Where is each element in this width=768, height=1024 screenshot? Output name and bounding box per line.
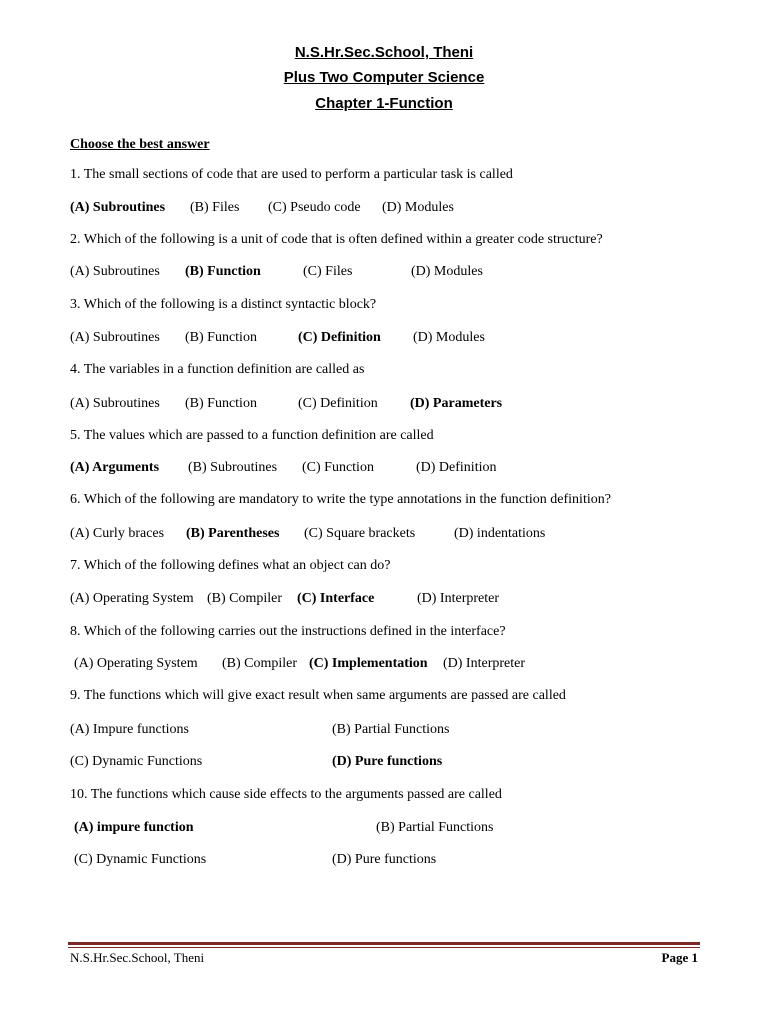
option-d: (D) Pure functions (332, 754, 443, 769)
option-b: (B) Subroutines (188, 460, 278, 475)
option-b: (B) Partial Functions (376, 820, 494, 835)
option-d: (D) Definition (416, 460, 497, 475)
question-2: 2. Which of the following is a unit of code that is often defined within a greater code structure? (70, 232, 603, 247)
question-5: 5. The values which are passed to a function definition are called (70, 428, 434, 443)
question-10: 10. The functions which cause side effects to the arguments passed are called (70, 787, 502, 802)
question-9: 9. The functions which will give exact result when same arguments are passed are called (70, 688, 566, 703)
option-b: (B) Partial Functions (332, 722, 450, 737)
option-c: (C) Dynamic Functions (74, 852, 207, 867)
footer-divider-thin (68, 947, 700, 948)
option-a: (A) Operating System (74, 656, 198, 671)
option-c: (C) Implementation (309, 656, 428, 671)
option-c: (C) Files (303, 264, 353, 279)
course-title: Plus Two Computer Science (283, 69, 485, 86)
option-a: (A) impure function (74, 820, 194, 835)
option-b: (B) Compiler (207, 591, 283, 606)
question-8: 8. Which of the following carries out the instructions defined in the interface? (70, 624, 506, 639)
option-d: (D) Modules (413, 330, 485, 345)
option-c: (C) Square brackets (304, 526, 416, 541)
section-heading: Choose the best answer (70, 137, 210, 152)
question-1: 1. The small sections of code that are used to perform a particular task is called (70, 167, 513, 182)
option-d: (D) Modules (411, 264, 483, 279)
question-4: 4. The variables in a function definition are called as (70, 362, 365, 377)
option-c: (C) Pseudo code (268, 200, 361, 215)
option-d: (D) indentations (454, 526, 546, 541)
option-a: (A) Subroutines (70, 330, 160, 345)
option-b: (B) Parentheses (186, 526, 280, 541)
question-3: 3. Which of the following is a distinct syntactic block? (70, 297, 377, 312)
option-a: (A) Impure functions (70, 722, 189, 737)
option-b: (B) Function (185, 330, 257, 345)
question-6: 6. Which of the following are mandatory to write the type annotations in the function definition? (70, 492, 611, 507)
option-d: (D) Pure functions (332, 852, 437, 867)
question-7: 7. Which of the following defines what an object can do? (70, 558, 391, 573)
option-c: (C) Dynamic Functions (70, 754, 203, 769)
option-d: (D) Parameters (410, 396, 503, 411)
option-b: (B) Function (185, 264, 261, 279)
option-b: (B) Compiler (222, 656, 298, 671)
option-a: (A) Arguments (70, 460, 160, 475)
option-a: (A) Subroutines (70, 396, 160, 411)
option-a: (A) Operating System (70, 591, 194, 606)
page-number: Page 1 (661, 950, 698, 965)
option-b: (B) Files (190, 200, 240, 215)
school-title: N.S.Hr.Sec.School, Theni (294, 44, 474, 61)
option-d: (D) Interpreter (417, 591, 500, 606)
option-a: (A) Curly braces (70, 526, 165, 541)
footer-school: N.S.Hr.Sec.School, Theni (70, 950, 205, 965)
option-d: (D) Interpreter (443, 656, 526, 671)
chapter-title: Chapter 1-Function (315, 95, 453, 112)
option-d: (D) Modules (382, 200, 454, 215)
option-c: (C) Function (302, 460, 374, 475)
option-c: (C) Interface (297, 591, 375, 606)
option-a: (A) Subroutines (70, 200, 166, 215)
option-c: (C) Definition (298, 396, 378, 411)
option-b: (B) Function (185, 396, 257, 411)
option-a: (A) Subroutines (70, 264, 160, 279)
footer-divider (68, 942, 700, 945)
option-c: (C) Definition (298, 330, 381, 345)
